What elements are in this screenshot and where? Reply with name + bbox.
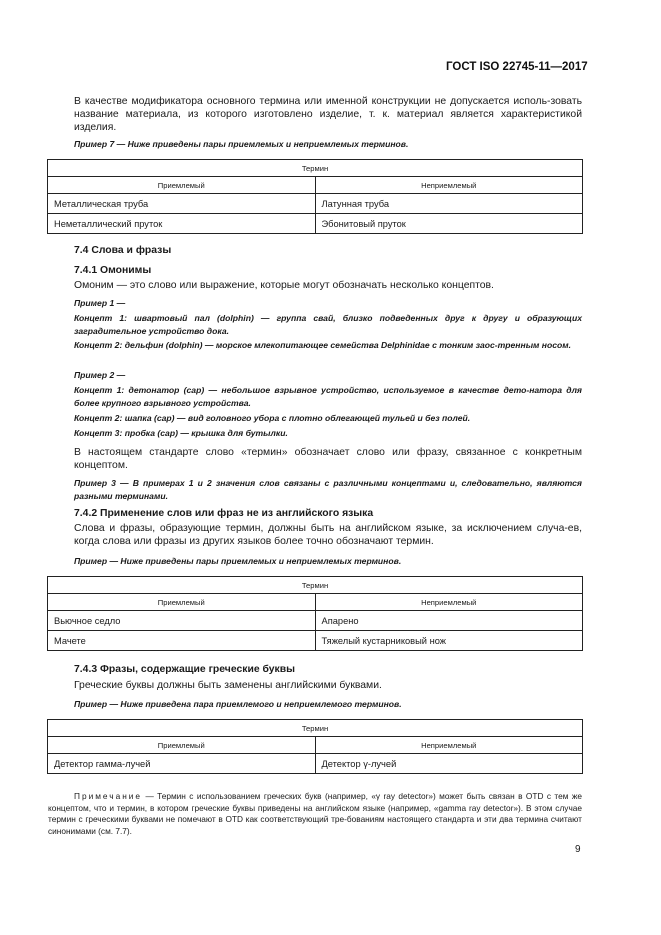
example-pair-caption: Пример — Ниже приведена пара приемлемого и неприемлемого терминов. [74,699,402,709]
acceptable-term: Вьючное седло [48,611,316,631]
table-row [48,754,583,774]
acceptable-term: Детектор гамма-лучей [48,754,316,774]
acceptable-term: Мачете [48,631,316,651]
column-header-unacceptable: Неприемлемый [315,177,583,194]
note-text: — Термин с использованием греческих букв (например, «γ ray detector») может быть связан в OTD с тем же концептом, что и термин, в котором греческие буквы приведены на английском языке (например, «gamma ray detector»). В этом случае термин с греческими буквами не помечают в OTD как соответствующий тре-бованиям настоящего стандарта и эти два термина считают синонимами (см. 7.7). [48,791,582,836]
column-header-unacceptable: Неприемлемый [315,594,583,611]
example-3: Пример 3 — В примерах 1 и 2 значения слов связаны с различными концептами и, следовательно, являются разными терминами. [74,478,582,501]
term-usage-paragraph: В настоящем стандарте слово «термин» обозначает слово или фразу, связанное с конкретным концептом. [74,447,582,471]
unacceptable-term: Латунная труба [315,194,583,214]
intro-paragraph: В качестве модификатора основного термина или именной конструкции не допускается исполь-зовать название материала, из которого изготовлено изделие, т. к. материал является характеристикой изделия. [74,96,582,133]
table-caption: Термин [48,160,583,177]
section-heading-7-4-3: 7.4.3 Фразы, содержащие греческие буквы [74,664,296,675]
example-2-concept-1: Концепт 1: детонатор (cap) — небольшое взрывное устройство, используемое в качестве дето-натора для более крупного взрывного устройства. [74,385,582,408]
example-pairs-caption: Пример — Ниже приведены пары приемлемых и неприемлемых терминов. [74,556,402,566]
column-header-unacceptable: Неприемлемый [315,737,583,754]
column-header-acceptable: Приемлемый [48,594,316,611]
acceptable-term: Неметаллический пруток [48,214,316,234]
page-number: 9 [575,844,581,855]
non-english-paragraph: Слова и фразы, образующие термин, должны быть на английском языке, за исключением случа-ев, когда слова или фразы из других языков более точно обозначают термин. [74,523,582,547]
terms-table-1 [47,159,583,234]
note-label: Примечание [74,791,143,801]
note-paragraph [48,791,582,837]
table-row [48,194,583,214]
standard-code-header: ГОСТ ISO 22745-11—2017 [446,61,588,73]
table-row [48,611,583,631]
column-header-acceptable: Приемлемый [48,177,316,194]
unacceptable-term: Апарено [315,611,583,631]
unacceptable-term: Тяжелый кустарниковый нож [315,631,583,651]
table-row [48,631,583,651]
example-2-concept-2: Концепт 2: шапка (cap) — вид головного убора с плотно облегающей тульей и без полей. [74,413,471,423]
example-7-caption: Пример 7 — Ниже приведены пары приемлемых и неприемлемых терминов. [74,139,409,149]
section-heading-7-4-1: 7.4.1 Омонимы [74,265,152,276]
acceptable-term: Металлическая труба [48,194,316,214]
section-heading-7-4-2: 7.4.2 Применение слов или фраз не из английского языка [74,508,374,519]
homonym-definition: Омоним — это слово или выражение, которые могут обозначать несколько концептов. [74,280,494,291]
example-2-concept-3: Концепт 3: пробка (cap) — крышка для бутылки. [74,428,288,438]
example-2-title: Пример 2 — [74,370,126,380]
example-1-concept-1: Концепт 1: швартовый пал (dolphin) — группа свай, близко подведенных друг к другу и образующих заградительное устройство дока. [74,313,582,336]
unacceptable-term: Эбонитовый пруток [315,214,583,234]
section-heading-7-4: 7.4 Слова и фразы [74,245,172,256]
column-header-acceptable: Приемлемый [48,737,316,754]
table-caption: Термин [48,720,583,737]
terms-table-2 [47,576,583,651]
terms-table-3 [47,719,583,774]
greek-paragraph: Греческие буквы должны быть заменены английскими буквами. [74,680,382,691]
example-1-concept-2: Концепт 2: дельфин (dolphin) — морское млекопитающее семейства Delphinidae с тонким заос-тренным носом. [74,340,571,350]
table-row [48,214,583,234]
unacceptable-term: Детектор γ-лучей [315,754,583,774]
table-caption: Термин [48,577,583,594]
example-1-title: Пример 1 — [74,298,126,308]
